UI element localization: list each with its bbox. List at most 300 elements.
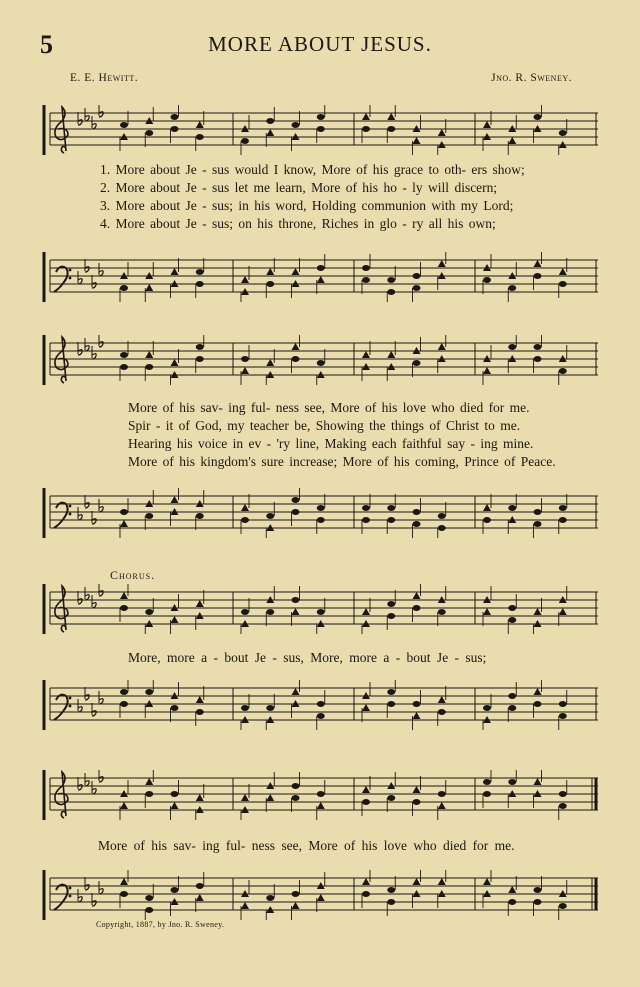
note-head (413, 285, 421, 291)
bass-clef-icon (54, 695, 68, 720)
shape-note (120, 592, 128, 599)
shape-note (438, 129, 446, 136)
note-head (196, 513, 204, 519)
flat-sign-icon (78, 515, 82, 520)
note-head (317, 360, 325, 366)
note-head (292, 597, 300, 603)
shape-note (196, 794, 204, 801)
note-head (292, 356, 300, 362)
note-head (145, 791, 153, 797)
note-head (292, 497, 300, 503)
flat-sign-icon (78, 785, 82, 790)
shape-note (317, 802, 325, 809)
note-head (483, 705, 491, 711)
note-head (559, 701, 567, 707)
shape-note (241, 794, 249, 801)
note-head (266, 609, 274, 615)
note-head (292, 891, 300, 897)
shape-note (171, 280, 179, 287)
note-head (196, 134, 204, 140)
note-head (508, 705, 516, 711)
shape-note (292, 280, 300, 287)
note-head (387, 701, 395, 707)
note-head (145, 609, 153, 615)
shape-note (317, 620, 325, 627)
treble-staff (40, 105, 602, 155)
song-title: MORE ABOUT JESUS. (208, 32, 432, 56)
page-header (0, 30, 640, 64)
shape-note (413, 347, 421, 354)
treble-staff (40, 770, 602, 820)
note-head (387, 126, 395, 132)
note-head (413, 701, 421, 707)
page-number: 5 (40, 30, 53, 59)
flat-sign-icon (92, 519, 96, 524)
shape-note (145, 351, 153, 358)
note-head (362, 265, 370, 271)
note-head (413, 509, 421, 515)
shape-note (241, 620, 249, 627)
clef-dot (69, 895, 72, 898)
note-head (171, 114, 179, 120)
note-head (387, 899, 395, 905)
note-head (362, 126, 370, 132)
shape-note (196, 600, 204, 607)
flat-sign-icon (99, 889, 103, 894)
treble-clef-icon (55, 337, 68, 383)
shape-note (241, 716, 249, 723)
note-head (292, 783, 300, 789)
shape-note (438, 272, 446, 279)
composer-credit: Jno. R. Sweney. (491, 72, 572, 84)
note-head (413, 521, 421, 527)
shape-note (145, 778, 153, 785)
flat-sign-icon (92, 354, 96, 359)
bass-staff (40, 680, 602, 730)
flat-sign-icon (85, 595, 89, 600)
verse-line: More of his sav- ing ful- ness see, More of his love who died for me. (128, 400, 530, 415)
verse-line: 1. More about Je - sus would I know, More of his grace to oth- ers show; (100, 162, 525, 177)
shape-note (241, 288, 249, 295)
shape-note (413, 592, 421, 599)
clef-dot (69, 705, 72, 708)
shape-note (483, 596, 491, 603)
chorus-lyrics-line-2: More of his sav- ing ful- ness see, More of his love who died for me. (98, 838, 515, 853)
shape-note (317, 371, 325, 378)
bass-clef-icon (54, 885, 68, 910)
shape-note (559, 141, 567, 148)
note-head (120, 352, 128, 358)
note-head (534, 509, 542, 515)
flat-sign-icon (99, 271, 103, 276)
note-head (508, 617, 516, 623)
flat-sign-icon (92, 603, 96, 608)
note-head (387, 689, 395, 695)
note-head (145, 907, 153, 913)
verse-lyrics-part1 (100, 161, 640, 233)
shape-note (120, 878, 128, 885)
shape-note (171, 496, 179, 503)
shape-note (120, 802, 128, 809)
note-head (120, 891, 128, 897)
shape-note (196, 121, 204, 128)
note-head (559, 130, 567, 136)
bass-staff (40, 488, 602, 538)
flat-sign-icon (85, 346, 89, 351)
note-head (534, 701, 542, 707)
bass-staff (40, 870, 602, 920)
shape-note (508, 137, 516, 144)
shape-note (145, 620, 153, 627)
note-head (362, 277, 370, 283)
note-head (508, 505, 516, 511)
note-head (559, 803, 567, 809)
note-head (387, 505, 395, 511)
clef-dot (69, 697, 72, 700)
clef-dot (69, 277, 72, 280)
flat-sign-icon (85, 781, 89, 786)
note-head (483, 277, 491, 283)
shape-note (120, 790, 128, 797)
shape-note (196, 696, 204, 703)
shape-note (241, 276, 249, 283)
shape-note (241, 367, 249, 374)
note-head (438, 791, 446, 797)
shape-note (483, 355, 491, 362)
shape-note (362, 351, 370, 358)
shape-note (171, 604, 179, 611)
note-head (266, 895, 274, 901)
note-head (292, 509, 300, 515)
shape-note (387, 351, 395, 358)
note-head (362, 891, 370, 897)
note-head (362, 505, 370, 511)
note-head (438, 709, 446, 715)
shape-note (120, 520, 128, 527)
note-head (145, 513, 153, 519)
verse-line: 4. More about Je - sus; on his throne, Riches in glo - ry all his own; (100, 216, 496, 231)
shape-note (266, 359, 274, 366)
note-head (559, 505, 567, 511)
flat-sign-icon (78, 707, 82, 712)
flat-sign-icon (99, 591, 103, 596)
note-head (534, 887, 542, 893)
shape-note (292, 688, 300, 695)
shape-note (438, 890, 446, 897)
treble-clef-icon (55, 586, 68, 632)
shape-note (266, 782, 274, 789)
shape-note (559, 596, 567, 603)
shape-note (508, 790, 516, 797)
shape-note (534, 778, 542, 785)
note-head (362, 799, 370, 805)
note-head (317, 265, 325, 271)
bass-staff (40, 252, 602, 302)
note-head (317, 517, 325, 523)
shape-note (559, 890, 567, 897)
shape-note (171, 802, 179, 809)
note-head (387, 601, 395, 607)
note-head (171, 705, 179, 711)
flat-sign-icon (85, 267, 89, 272)
note-head (534, 899, 542, 905)
note-head (508, 779, 516, 785)
flat-sign-icon (99, 777, 103, 782)
verse-line: Spir - it of God, my teacher be, Showing the things of Christ to me. (128, 418, 521, 433)
note-head (534, 273, 542, 279)
shape-note (266, 268, 274, 275)
shape-note (120, 133, 128, 140)
note-head (120, 509, 128, 515)
shape-note (534, 620, 542, 627)
shape-note (508, 516, 516, 523)
flat-sign-icon (92, 711, 96, 716)
flat-sign-icon (92, 283, 96, 288)
treble-staff (40, 335, 602, 385)
shape-note (438, 878, 446, 885)
note-head (508, 605, 516, 611)
note-head (120, 701, 128, 707)
shape-note (438, 696, 446, 703)
shape-note (534, 790, 542, 797)
note-head (387, 289, 395, 295)
shape-note (196, 806, 204, 813)
shape-note (266, 906, 274, 913)
note-head (171, 887, 179, 893)
shape-note (362, 113, 370, 120)
shape-note (171, 508, 179, 515)
note-head (171, 126, 179, 132)
shape-note (534, 608, 542, 615)
chorus-label: Chorus. (110, 568, 156, 582)
shape-note (266, 716, 274, 723)
note-head (317, 701, 325, 707)
flat-sign-icon (78, 120, 82, 125)
shape-note (241, 125, 249, 132)
note-head (508, 899, 516, 905)
shape-note (483, 133, 491, 140)
shape-note (292, 700, 300, 707)
note-head (317, 713, 325, 719)
note-head (413, 360, 421, 366)
note-head (317, 791, 325, 797)
flat-sign-icon (99, 342, 103, 347)
shape-note (483, 608, 491, 615)
note-head (317, 609, 325, 615)
copyright-notice: Copyright, 1887, by Jno. R. Sweney. (96, 920, 225, 929)
shape-note (413, 712, 421, 719)
note-head (241, 356, 249, 362)
bass-clef-icon (54, 503, 68, 528)
note-head (241, 138, 249, 144)
shape-note (292, 268, 300, 275)
shape-note (387, 363, 395, 370)
clef-dot (69, 887, 72, 890)
shape-note (362, 704, 370, 711)
shape-note (508, 125, 516, 132)
note-head (559, 791, 567, 797)
shape-note (266, 794, 274, 801)
note-head (508, 693, 516, 699)
note-head (241, 705, 249, 711)
note-head (438, 525, 446, 531)
shape-note (171, 898, 179, 905)
shape-note (171, 359, 179, 366)
note-head (317, 126, 325, 132)
shape-note (387, 782, 395, 789)
note-head (387, 277, 395, 283)
shape-note (438, 260, 446, 267)
flat-sign-icon (78, 897, 82, 902)
shape-note (196, 500, 204, 507)
shape-note (241, 504, 249, 511)
note-head (145, 895, 153, 901)
bass-clef-icon (54, 267, 68, 292)
flat-sign-icon (78, 599, 82, 604)
shape-note (196, 612, 204, 619)
note-head (483, 779, 491, 785)
chorus-lyrics-line-1: More, more a - bout Je - sus, More, more a - bout Je - sus; (128, 650, 487, 665)
note-head (145, 130, 153, 136)
shape-note (362, 620, 370, 627)
shape-note (171, 616, 179, 623)
note-head (196, 883, 204, 889)
flat-sign-icon (85, 695, 89, 700)
shape-note (413, 890, 421, 897)
shape-note (413, 137, 421, 144)
note-head (145, 689, 153, 695)
note-head (559, 368, 567, 374)
flat-sign-icon (85, 885, 89, 890)
note-head (120, 285, 128, 291)
shape-note (362, 692, 370, 699)
shape-note (438, 596, 446, 603)
shape-note (241, 890, 249, 897)
shape-note (241, 806, 249, 813)
note-head (413, 799, 421, 805)
note-head (387, 613, 395, 619)
note-head (120, 122, 128, 128)
note-head (387, 517, 395, 523)
flat-sign-icon (85, 503, 89, 508)
note-head (559, 281, 567, 287)
note-head (413, 273, 421, 279)
flat-sign-icon (92, 901, 96, 906)
shape-note (145, 284, 153, 291)
shape-note (413, 878, 421, 885)
note-head (196, 356, 204, 362)
shape-note (145, 700, 153, 707)
shape-note (387, 113, 395, 120)
note-head (120, 364, 128, 370)
shape-note (292, 902, 300, 909)
shape-note (266, 129, 274, 136)
note-head (508, 285, 516, 291)
note-head (292, 795, 300, 801)
clef-dot (69, 505, 72, 508)
flat-sign-icon (99, 507, 103, 512)
note-head (120, 689, 128, 695)
note-head (508, 344, 516, 350)
note-head (171, 791, 179, 797)
note-head (534, 356, 542, 362)
shape-note (483, 367, 491, 374)
shape-note (483, 504, 491, 511)
shape-note (438, 343, 446, 350)
note-head (241, 609, 249, 615)
shape-note (362, 363, 370, 370)
shape-note (508, 886, 516, 893)
note-head (266, 705, 274, 711)
note-head (483, 517, 491, 523)
shape-note (266, 371, 274, 378)
note-head (387, 795, 395, 801)
treble-clef-icon (55, 772, 68, 818)
shape-note (317, 276, 325, 283)
shape-note (362, 608, 370, 615)
shape-note (171, 371, 179, 378)
shape-note (171, 268, 179, 275)
note-head (559, 713, 567, 719)
note-head (120, 605, 128, 611)
note-head (292, 122, 300, 128)
shape-note (171, 692, 179, 699)
shape-note (559, 268, 567, 275)
treble-staff (40, 584, 602, 634)
flat-sign-icon (85, 116, 89, 121)
shape-note (483, 878, 491, 885)
shape-note (438, 355, 446, 362)
treble-clef-icon (55, 107, 68, 153)
shape-note (292, 608, 300, 615)
shape-note (292, 133, 300, 140)
note-head (438, 609, 446, 615)
note-head (438, 513, 446, 519)
note-head (534, 521, 542, 527)
shape-note (145, 117, 153, 124)
note-head (317, 505, 325, 511)
note-head (362, 517, 370, 523)
flat-sign-icon (92, 789, 96, 794)
note-head (483, 791, 491, 797)
flat-sign-icon (78, 279, 82, 284)
verse-line: 3. More about Je - sus; in his word, Holding communion with my Lord; (100, 198, 514, 213)
note-head (559, 517, 567, 523)
note-head (266, 281, 274, 287)
shape-note (483, 121, 491, 128)
note-head (534, 344, 542, 350)
shape-note (483, 890, 491, 897)
shape-note (266, 524, 274, 531)
note-head (145, 364, 153, 370)
clef-dot (69, 269, 72, 272)
shape-note (438, 141, 446, 148)
shape-note (413, 786, 421, 793)
shape-note (317, 882, 325, 889)
note-head (534, 114, 542, 120)
note-head (196, 281, 204, 287)
note-head (266, 513, 274, 519)
shape-note (196, 894, 204, 901)
flat-sign-icon (92, 124, 96, 129)
shape-note (362, 786, 370, 793)
flat-sign-icon (78, 350, 82, 355)
shape-note (559, 608, 567, 615)
shape-note (413, 125, 421, 132)
shape-note (292, 343, 300, 350)
shape-note (266, 596, 274, 603)
shape-note (534, 688, 542, 695)
